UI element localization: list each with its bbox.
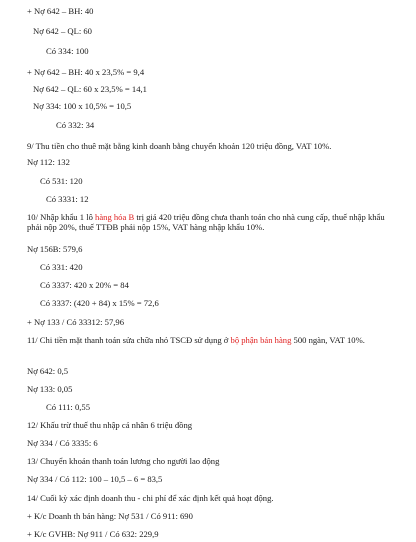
entry-line: Có 334: 100	[46, 46, 89, 56]
section-heading: 11/ Chi tiền mặt thanh toán sửa chữa nhỏ TSCĐ sử dụng ở bộ phận bán hàng 500 ngàn, VAT 10%.	[27, 335, 365, 345]
entry-line: Nợ 334 / Có 112: 100 – 10,5 – 6 = 83,5	[27, 474, 163, 484]
section-heading: 12/ Khấu trừ thuế thu nhập cá nhân 6 triệu đồng	[27, 420, 193, 430]
section-heading: 13/ Chuyển khoản thanh toán lương cho người lao động	[27, 456, 220, 466]
highlight-text: hàng hóa B	[95, 212, 135, 222]
entry-line: Nợ 156B: 579,6	[27, 244, 83, 254]
entry-line: Có 3331: 12	[46, 194, 89, 204]
entry-line: Nợ 334 / Có 3335: 6	[27, 438, 98, 448]
section-heading: 9/ Thu tiền cho thuê mặt bằng kinh doanh bằng chuyển khoản 120 triệu đồng, VAT 10%.	[27, 141, 332, 151]
entry-line: Nợ 642: 0,5	[27, 366, 69, 376]
entry-line: + K/c Doanh th bán hàng: Nợ 531 / Có 911: 690	[27, 511, 193, 521]
entry-line: Có 3337: (420 + 84) x 15% = 72,6	[40, 298, 159, 308]
entry-line: Nợ 642 – QL: 60	[33, 26, 92, 36]
entry-line: Có 3337: 420 x 20% = 84	[40, 280, 129, 290]
entry-line: + Nợ 642 – BH: 40 x 23,5% = 9,4	[27, 67, 145, 77]
entry-line: Có 332: 34	[56, 120, 95, 130]
entry-line: Nợ 112: 132	[27, 157, 70, 167]
entry-line: Nợ 133: 0,05	[27, 384, 73, 394]
section-heading: 14/ Cuối kỳ xác định doanh thu - chi phí để xác định kết quả hoạt động.	[27, 493, 274, 503]
entry-line: Có 331: 420	[40, 262, 83, 272]
entry-line: + K/c GVHB: Nợ 911 / Có 632: 229,9	[27, 529, 159, 539]
entry-line: + Nợ 642 – BH: 40	[27, 6, 94, 16]
entry-line: + Nợ 133 / Có 33312: 57,96	[27, 317, 125, 327]
entry-line: Có 531: 120	[40, 176, 83, 186]
highlight-text: bộ phận bán hàng	[230, 335, 292, 345]
entry-line: Có 111: 0,55	[46, 402, 91, 412]
section-heading: 10/ Nhập khẩu 1 lô hàng hóa B trị giá 420 triệu đồng chưa thanh toán cho nhà cung cấp, thuế nhập khẩu phải nộp 20%, thuế TTĐB phải nộp 15%, VAT hàng nhập khẩu 10%.	[27, 212, 385, 232]
entry-line: Nợ 642 – QL: 60 x 23,5% = 14,1	[33, 84, 147, 94]
entry-line: Nợ 334: 100 x 10,5% = 10,5	[33, 101, 132, 111]
